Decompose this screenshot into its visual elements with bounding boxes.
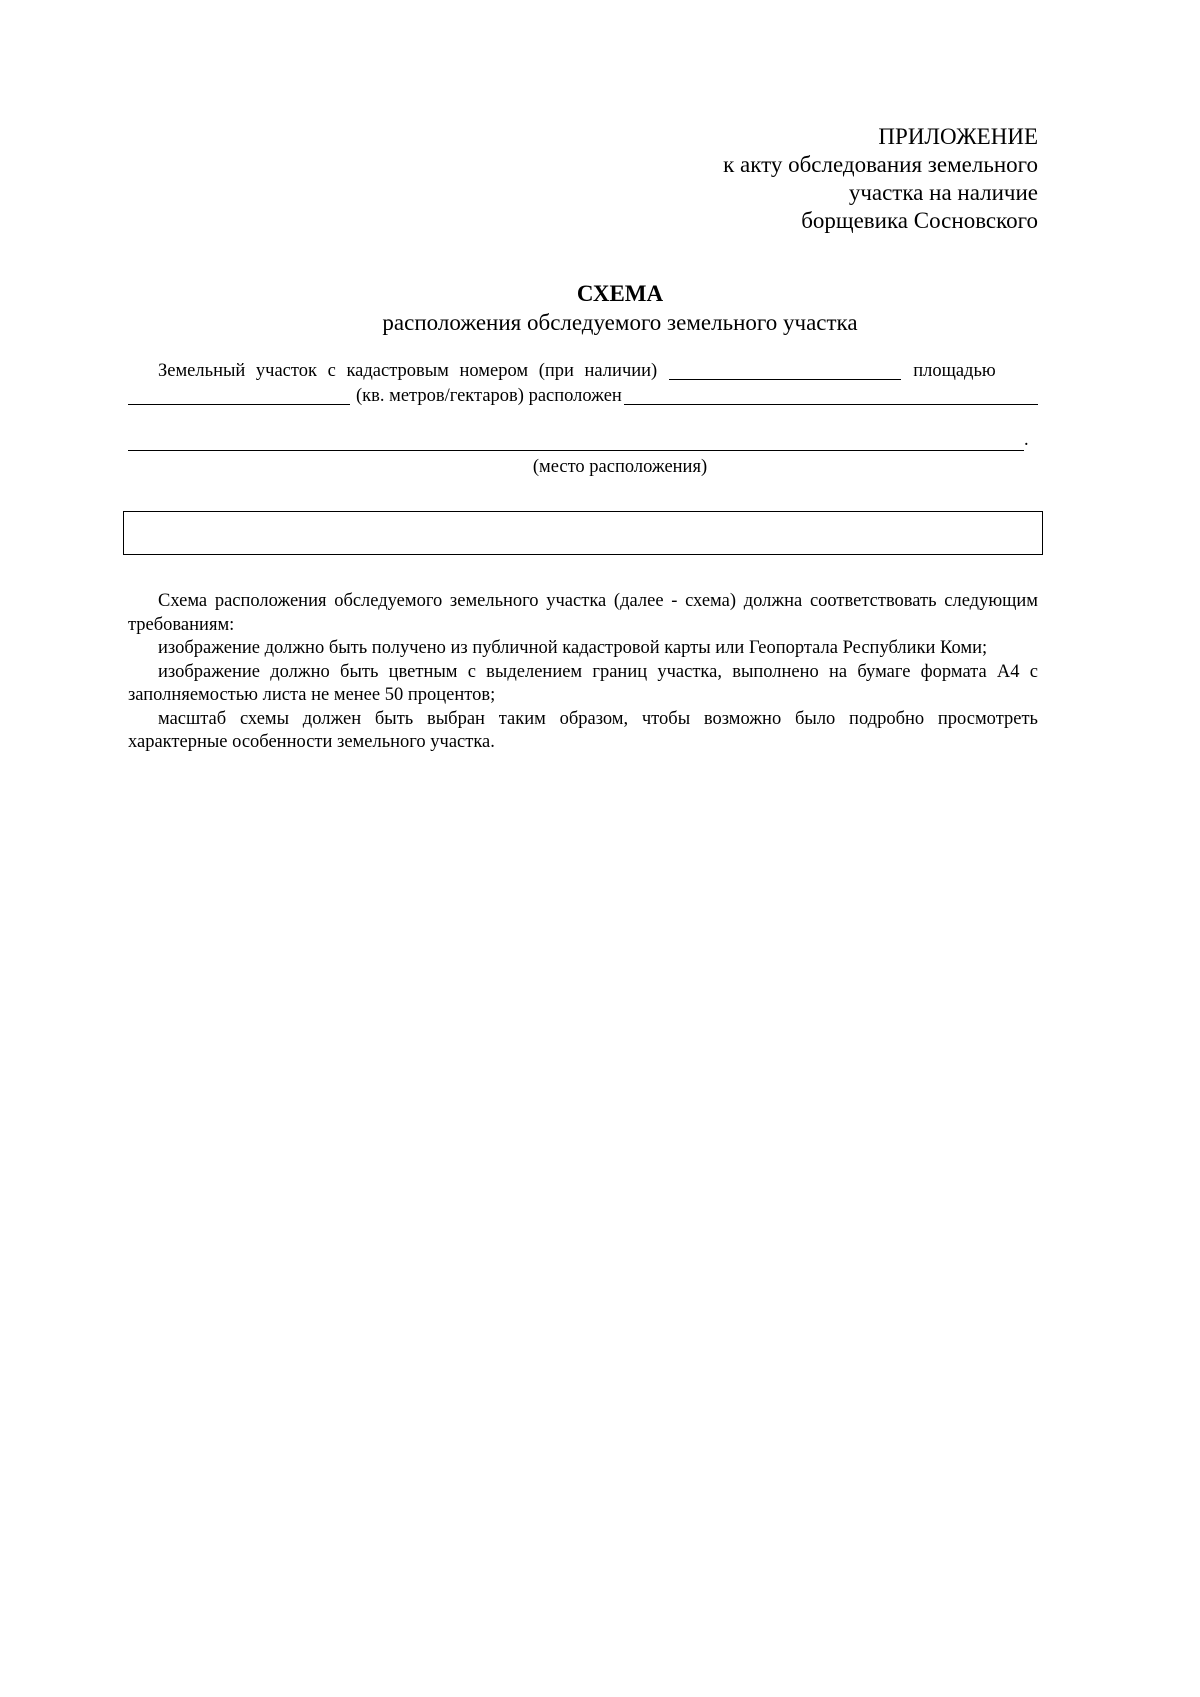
document-subtitle: расположения обследуемого земельного участка [382, 310, 858, 335]
location-caption: (место расположения) [532, 457, 708, 477]
cadastral-number-blank[interactable] [669, 361, 901, 380]
scheme-image-frame [123, 511, 1043, 555]
appendix-line: к акту обследования земельного [723, 152, 1038, 177]
cadastral-row [128, 359, 1038, 384]
cadastral-label: Земельный участок с кадастровым номером (при наличии) [158, 361, 658, 381]
location-end-dot: . [1024, 430, 1029, 450]
fill-in-section [128, 359, 1038, 409]
appendix-line: ПРИЛОЖЕНИЕ [878, 124, 1038, 149]
area-units-label: (кв. метров/гектаров) расположен [356, 386, 622, 406]
area-row [128, 384, 1038, 409]
title-block [0, 280, 1200, 338]
requirements-text [128, 590, 1038, 755]
location-blank[interactable] [624, 386, 1038, 405]
appendix-header [723, 123, 1038, 235]
area-label: площадью [913, 361, 996, 381]
requirement-paragraph: изображение должно быть цветным с выделением границ участка, выполнено на бумаге формата А4 с заполняемостью листа не менее 50 процентов; [128, 661, 1038, 705]
requirement-paragraph: изображение должно быть получено из публичной кадастровой карты или Геопортала Республики Коми; [158, 638, 988, 658]
area-blank[interactable] [128, 386, 350, 405]
requirement-paragraph: масштаб схемы должен быть выбран таким образом, чтобы возможно было подробно просмотреть характерные особенности земельного участка. [128, 708, 1038, 752]
appendix-line: борщевика Сосновского [801, 208, 1038, 233]
location-continuation-blank[interactable] [128, 449, 1024, 451]
document-title: СХЕМА [576, 281, 664, 306]
appendix-line: участка на наличие [848, 180, 1038, 205]
requirement-paragraph: Схема расположения обследуемого земельного участка (далее - схема) должна соответствовать следующим требованиям: [128, 591, 1038, 635]
